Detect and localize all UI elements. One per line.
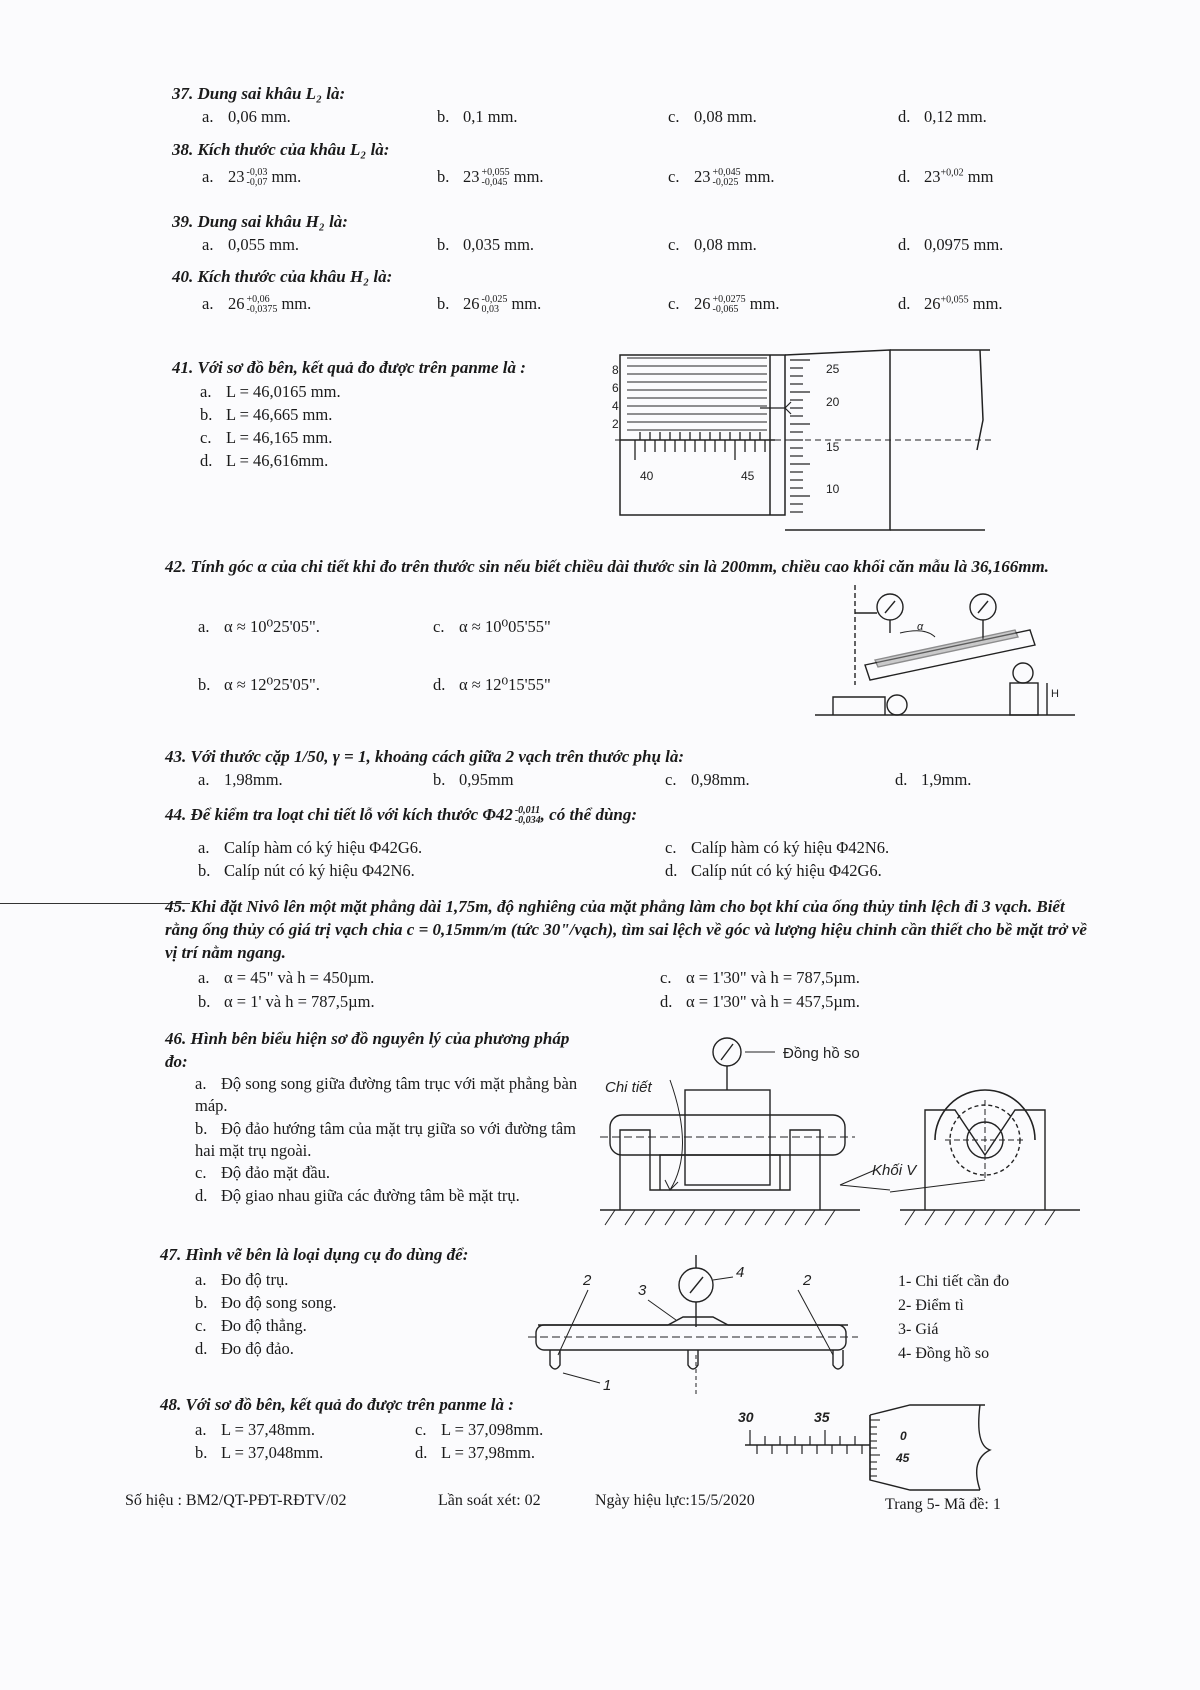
- q43-option-d: d. 1,9mm.: [895, 770, 972, 789]
- q38-option-c: c. 23 +0,045 -0,025 mm.: [668, 167, 775, 189]
- footer-revision: Lần soát xét: 02: [438, 1492, 541, 1509]
- q38-title: 38. Kích thước của khâu L₂ là:: [172, 140, 390, 159]
- q48-option-c: c. L = 37,098mm.: [415, 1420, 544, 1439]
- q46-option-c: c. Độ đảo mặt đầu.: [195, 1163, 331, 1182]
- q47-label-1: 1: [603, 1377, 612, 1394]
- q42-option-d: d. α ≈ 12⁰15'55": [433, 675, 551, 694]
- q41-option-b: b. L = 46,665 mm.: [200, 405, 333, 424]
- footer-effective-date: Ngày hiệu lực:15/5/2020: [595, 1492, 755, 1509]
- q42-option-c: c. α ≈ 10⁰05'55": [433, 617, 551, 636]
- q43-option-b: b. 0,95mm: [433, 770, 514, 789]
- q46-indicator-label: Đồng hồ so: [783, 1045, 860, 1062]
- q41-thimble-20: 20: [826, 395, 840, 409]
- q47-label-2a: 2: [583, 1272, 592, 1289]
- q47-option-b: b. Đo độ song song.: [195, 1293, 337, 1312]
- q47-test-stand-figure: [528, 1255, 868, 1395]
- q42-title: 42. Tính góc α của chi tiết khi đo trên thước sin nếu biết chiều dài thước sin là 200mm, chiều cao khối căn mẫu là 36,166mm.: [165, 557, 1049, 576]
- q47-label-4: 4: [736, 1264, 745, 1281]
- q41-thimble-10: 10: [826, 482, 840, 496]
- q39-option-a: a. 0,055 mm.: [202, 235, 300, 254]
- q47-legend-1: 1- Chi tiết cần đo: [898, 1273, 1010, 1290]
- q40-option-c: c. 26 +0,0275 -0,065 mm.: [668, 294, 780, 316]
- q41-main-45: 45: [741, 469, 755, 483]
- q47-label-3: 3: [638, 1282, 647, 1299]
- q46-title: 46. Hình bên biểu hiện sơ đồ nguyên lý của phương pháp đo:: [165, 1029, 570, 1071]
- q39-title: 39. Dung sai khâu H₂ là:: [172, 212, 348, 231]
- q46-runout-figure: [600, 1030, 1095, 1230]
- q37-option-c: c. 0,08 mm.: [668, 107, 757, 126]
- q45-option-c: c. α = 1'30" và h = 787,5µm.: [660, 968, 860, 987]
- q37-option-a: a. 0,06 mm.: [202, 107, 291, 126]
- q38-option-d: d. $23^{+0,02}$ mm: [898, 167, 994, 186]
- q41-option-d: d. L = 46,616mm.: [200, 451, 329, 470]
- left-rule-mark: [0, 903, 190, 904]
- q40-option-d: d. $26^{+0,055}$ mm.: [898, 294, 1003, 313]
- q38-option-b: b. 23 +0,055 -0,045 mm.: [437, 167, 544, 189]
- q39-option-d: d. 0,0975 mm.: [898, 235, 1004, 254]
- q40-option-b: b. 26 -0,025 0,03 mm.: [437, 294, 542, 316]
- q47-option-d: d. Đo độ đảo.: [195, 1339, 294, 1358]
- q43-option-a: a. 1,98mm.: [198, 770, 283, 789]
- q37-option-b: b. 0,1 mm.: [437, 107, 518, 126]
- q37-option-d: d. 0,12 mm.: [898, 107, 987, 126]
- q47-option-a: a. Đo độ trụ.: [195, 1270, 289, 1289]
- q41-main-40: 40: [640, 469, 654, 483]
- q48-title: 48. Với sơ đồ bên, kết quả đo được trên panme là :: [160, 1395, 514, 1414]
- q42-h-label: H: [1051, 688, 1059, 700]
- q37-title: 37. Dung sai khâu L₂ là:: [172, 84, 346, 103]
- q42-option-a: a. α ≈ 10⁰25'05".: [198, 617, 320, 636]
- q47-option-c: c. Đo độ thẳng.: [195, 1316, 307, 1335]
- footer-code: Số hiệu : BM2/QT-PĐT-RĐTV/02: [125, 1492, 347, 1509]
- q48-main-30: 30: [738, 1409, 754, 1425]
- q48-thimble-0: 0: [900, 1429, 907, 1443]
- q47-legend-2: 2- Điểm tì: [898, 1297, 964, 1314]
- q47-legend-3: 3- Giá: [898, 1321, 939, 1338]
- q39-option-b: b. 0,035 mm.: [437, 235, 535, 254]
- q47-title: 47. Hình vẽ bên là loại dụng cụ đo dùng để:: [160, 1245, 469, 1264]
- q42-sine-bar-figure: [815, 585, 1075, 725]
- q40-option-a: a. 26 +0,06 -0,0375 mm.: [202, 294, 312, 316]
- q43-title: 43. Với thước cặp 1/50, γ = 1, khoảng cách giữa 2 vạch trên thước phụ là:: [165, 747, 685, 766]
- q46-option-b: b. Độ đảo hướng tâm của mặt trụ giữa so với đường tâm hai mặt trụ ngoài.: [195, 1119, 576, 1160]
- q41-vernier-4: 4: [612, 399, 619, 413]
- q46-option-a: a. Độ song song giữa đường tâm trục với mặt phẳng bàn máp.: [195, 1074, 578, 1115]
- q41-title: 41. Với sơ đồ bên, kết quả đo được trên panme là :: [172, 358, 526, 377]
- footer-page: Trang 5- Mã đề: 1: [885, 1496, 1001, 1513]
- q39-option-c: c. 0,08 mm.: [668, 235, 757, 254]
- q44-option-a: a. Calíp hàm có ký hiệu Φ42G6.: [198, 838, 423, 857]
- q40-title: 40. Kích thước của khâu H₂ là:: [172, 267, 393, 286]
- q41-thimble-15: 15: [826, 440, 840, 454]
- q44-title: 44. Để kiểm tra loạt chi tiết lỗ với kích thước Φ42 -0,011 -0,034 , có thể dùng:: [165, 805, 638, 827]
- q47-legend-4: 4- Đồng hồ so: [898, 1345, 990, 1362]
- q45-title: 45. Khi đặt Nivô lên một mặt phẳng dài 1,75m, độ nghiêng của mặt phẳng làm cho bọt khí của ống thủy tinh lệch đi 3 vạch. Biết rằng ống thủy có giá trị vạch chia c = 0,15mm/m (tức 30"/vạch), tìm sai lệch về góc và lượng hiệu chỉnh cần thiết cho bề mặt trở về vị trí nằm ngang.: [165, 897, 1087, 962]
- q44-option-b: b. Calíp nút có ký hiệu Φ42N6.: [198, 861, 415, 880]
- q42-alpha-label: α: [917, 621, 924, 633]
- q48-option-a: a. L = 37,48mm.: [195, 1420, 315, 1439]
- q48-thimble-45: 45: [896, 1451, 910, 1465]
- q41-option-c: c. L = 46,165 mm.: [200, 428, 333, 447]
- q43-option-c: c. 0,98mm.: [665, 770, 750, 789]
- q45-option-a: a. α = 45" và h = 450µm.: [198, 968, 375, 987]
- q41-micrometer-figure: [612, 340, 985, 540]
- q41-vernier-2: 2: [612, 417, 619, 431]
- q41-vernier-6: 6: [612, 381, 619, 395]
- q48-option-b: b. L = 37,048mm.: [195, 1443, 324, 1462]
- q46-vblock-label: Khối V: [872, 1162, 917, 1179]
- q38-option-a: a. 23 -0,03 -0,07 mm.: [202, 167, 302, 189]
- q41-vernier-8: 8: [612, 363, 619, 377]
- q48-main-35: 35: [814, 1409, 830, 1425]
- q48-option-d: d. L = 37,98mm.: [415, 1443, 535, 1462]
- q41-option-a: a. L = 46,0165 mm.: [200, 382, 341, 401]
- q42-option-b: b. α ≈ 12⁰25'05".: [198, 675, 320, 694]
- q41-thimble-25: 25: [826, 362, 840, 376]
- q44-option-c: c. Calíp hàm có ký hiệu Φ42N6.: [665, 838, 890, 857]
- q46-option-d: d. Độ giao nhau giữa các đường tâm bề mặt trụ.: [195, 1186, 520, 1205]
- q46-part-label: Chi tiết: [605, 1079, 652, 1096]
- q45-option-d: d. α = 1'30" và h = 457,5µm.: [660, 992, 860, 1011]
- q48-micrometer-figure: [730, 1400, 1020, 1490]
- q47-label-2b: 2: [803, 1272, 812, 1289]
- q44-option-d: d. Calíp nút có ký hiệu Φ42G6.: [665, 861, 882, 880]
- q45-option-b: b. α = 1' và h = 787,5µm.: [198, 992, 375, 1011]
